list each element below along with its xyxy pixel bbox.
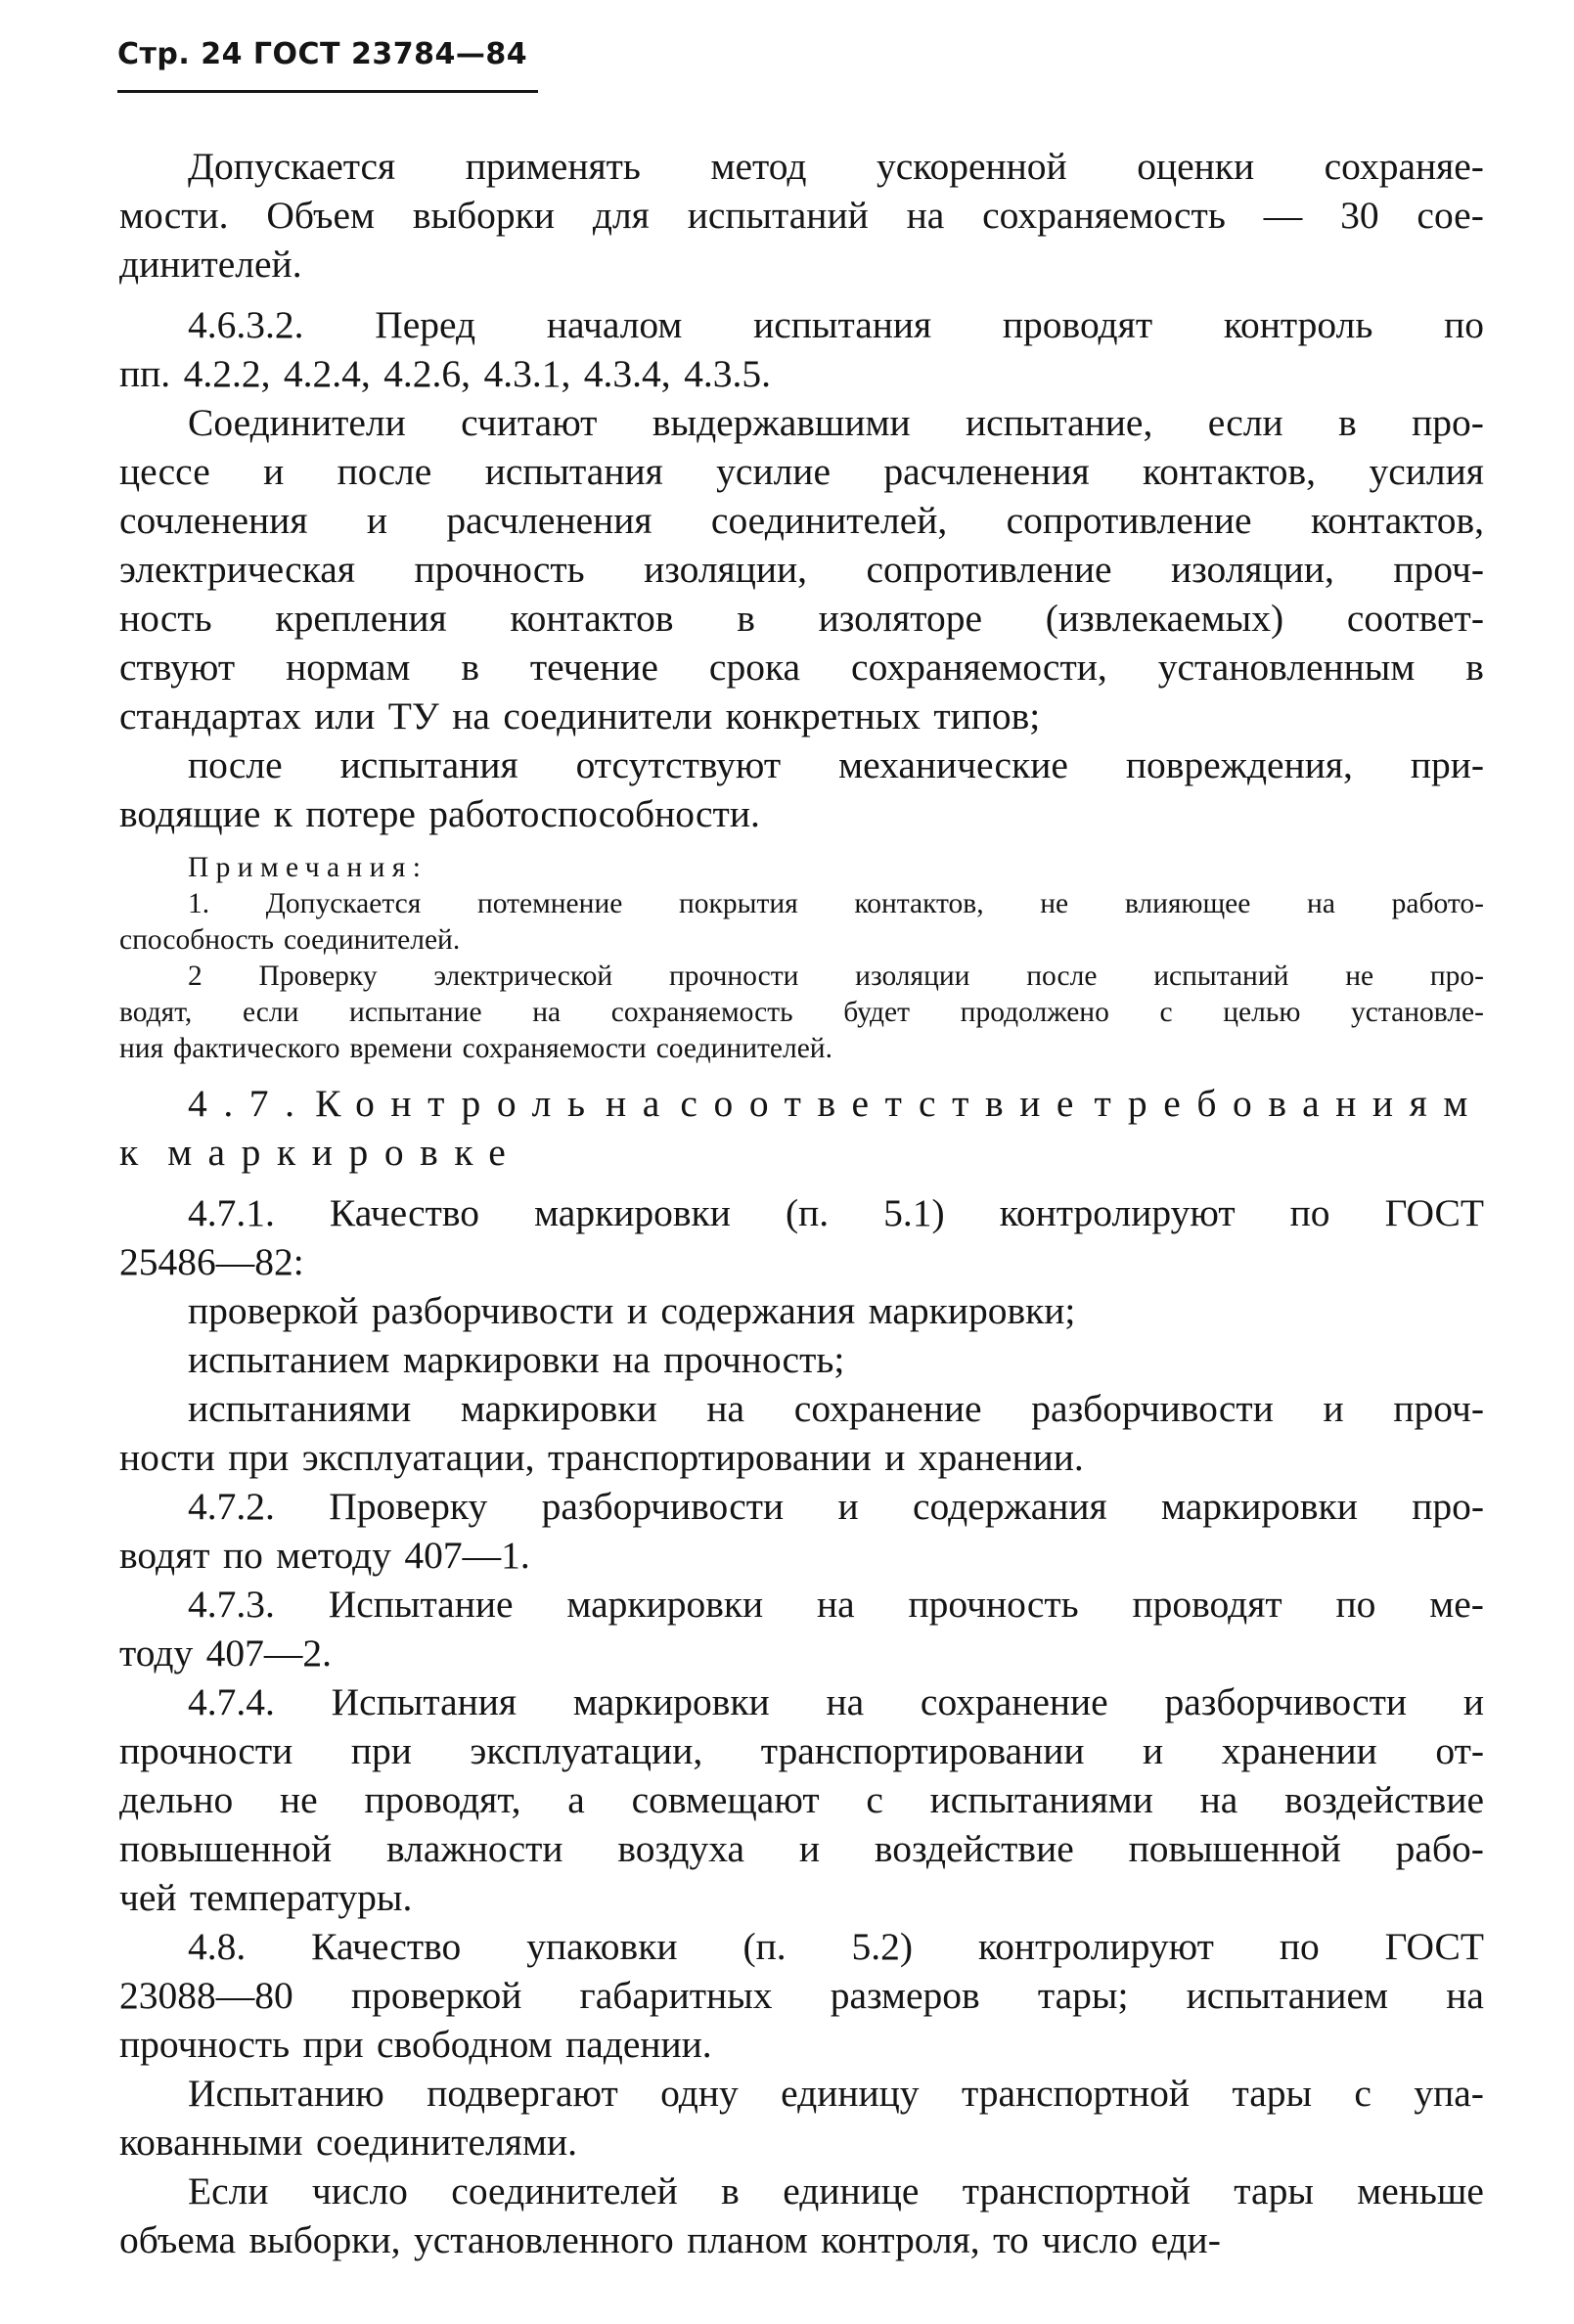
para-connectors-passed <box>119 398 1484 740</box>
document-body <box>119 142 1484 2264</box>
text-line: стандартах или ТУ на соединители конкретных типов; <box>119 694 1041 737</box>
text-line: прочности при эксплуатации, транспортировании и хранении от- <box>119 1729 1484 1772</box>
para-4-7-3 <box>119 1580 1484 1677</box>
text-line: ствуют нормам в течение срока сохраняемости, установленным в <box>119 646 1484 689</box>
para-4-7-4 <box>119 1677 1484 1922</box>
text-line: кованными соединителями. <box>119 2121 577 2164</box>
header-rule <box>117 90 538 93</box>
text-line: водят, если испытание на сохраняемость будет продолжено с целью установле- <box>119 997 1484 1028</box>
list-preservation-tests <box>119 1384 1484 1482</box>
text-line: Соединители считают выдержавшими испытание, если в про- <box>188 401 1484 444</box>
note-2 <box>119 959 1484 1067</box>
text-line: 4.7.3. Испытание маркировки на прочность проводят по ме- <box>188 1583 1484 1626</box>
text-line: после испытания отсутствуют механические повреждения, при- <box>188 743 1484 786</box>
text-line: проверкой разборчивости и содержания маркировки; <box>188 1289 1076 1332</box>
text-line: ния фактического времени сохраняемости соединителей. <box>119 1033 832 1064</box>
text-line: 4.7. Контроль на соответствие требованиям <box>188 1082 1484 1125</box>
text-line: цессе и после испытания усилие расчленения контактов, усилия <box>119 450 1484 493</box>
para-4-7-1 <box>119 1188 1484 1286</box>
text-line: электрическая прочность изоляции, сопротивление изоляции, проч- <box>119 548 1484 591</box>
text-line: 4.7.2. Проверку разборчивости и содержания маркировки про- <box>188 1485 1484 1528</box>
text-line: тоду 407—2. <box>119 1631 332 1675</box>
text-line: способность соединителей. <box>119 924 461 956</box>
text-line: 25486—82: <box>119 1240 304 1283</box>
para-4-6-3-2 <box>119 300 1484 398</box>
para-accelerated-method <box>119 142 1484 289</box>
text-line: объема выборки, установленного планом контроля, то число еди- <box>119 2218 1221 2261</box>
page-header: Стр. 24 ГОСТ 23784—84 <box>117 37 528 71</box>
text-line: Примечания: <box>188 852 428 883</box>
text-line: испытанием маркировки на прочность; <box>188 1338 845 1381</box>
para-no-damage <box>119 740 1484 838</box>
text-line: 23088—80 проверкой габаритных размеров тары; испытанием на <box>119 1974 1484 2017</box>
text-line: мости. Объем выборки для испытаний на сохраняемость — 30 сое- <box>119 194 1484 237</box>
list-strength-test <box>119 1335 1484 1384</box>
text-line: ности при эксплуатации, транспортировании и хранении. <box>119 1436 1084 1479</box>
text-line: 4.7.1. Качество маркировки (п. 5.1) контролируют по ГОСТ <box>188 1191 1484 1234</box>
text-line: дельно не проводят, а совмещают с испытаниями на воздействие <box>119 1778 1484 1821</box>
text-line: динителей. <box>119 243 302 286</box>
text-line: 4.7.4. Испытания маркировки на сохранение разборчивости и <box>188 1680 1484 1723</box>
text-line: водящие к потере работоспособности. <box>119 792 760 835</box>
text-line: 1. Допускается потемнение покрытия контактов, не влияющее на работо- <box>188 888 1484 919</box>
text-line: ность крепления контактов в изоляторе (извлекаемых) соответ- <box>119 597 1484 640</box>
notes-heading <box>119 850 1484 886</box>
text-line: повышенной влажности воздуха и воздействие повышенной рабо- <box>119 1827 1484 1870</box>
text-line: Допускается применять метод ускоренной оценки сохраняе- <box>188 145 1484 188</box>
section-4-7-title <box>119 1079 1484 1177</box>
text-line: к маркировке <box>119 1131 522 1174</box>
note-1 <box>119 886 1484 959</box>
para-4-7-2 <box>119 1482 1484 1580</box>
text-line: 4.6.3.2. Перед началом испытания проводят контроль по <box>188 303 1484 346</box>
list-check-legibility <box>119 1286 1484 1335</box>
text-line: водят по методу 407—1. <box>119 1534 530 1577</box>
para-sample-size <box>119 2167 1484 2264</box>
text-line: Испытанию подвергают одну единицу транспортной тары с упа- <box>188 2072 1484 2115</box>
para-one-unit <box>119 2069 1484 2167</box>
text-line: испытаниями маркировки на сохранение разборчивости и проч- <box>188 1387 1484 1430</box>
text-line: Если число соединителей в единице транспортной тары меньше <box>188 2169 1484 2212</box>
text-line: 4.8. Качество упаковки (п. 5.2) контролируют по ГОСТ <box>188 1925 1484 1968</box>
text-line: сочленения и расчленения соединителей, сопротивление контактов, <box>119 499 1484 542</box>
text-line: 2 Проверку электрической прочности изоляции после испытаний не про- <box>188 961 1484 992</box>
para-4-8 <box>119 1922 1484 2069</box>
text-line: прочность при свободном падении. <box>119 2023 712 2066</box>
text-line: пп. 4.2.2, 4.2.4, 4.2.6, 4.3.1, 4.3.4, 4.3.5. <box>119 352 771 395</box>
text-line: чей температуры. <box>119 1876 413 1919</box>
